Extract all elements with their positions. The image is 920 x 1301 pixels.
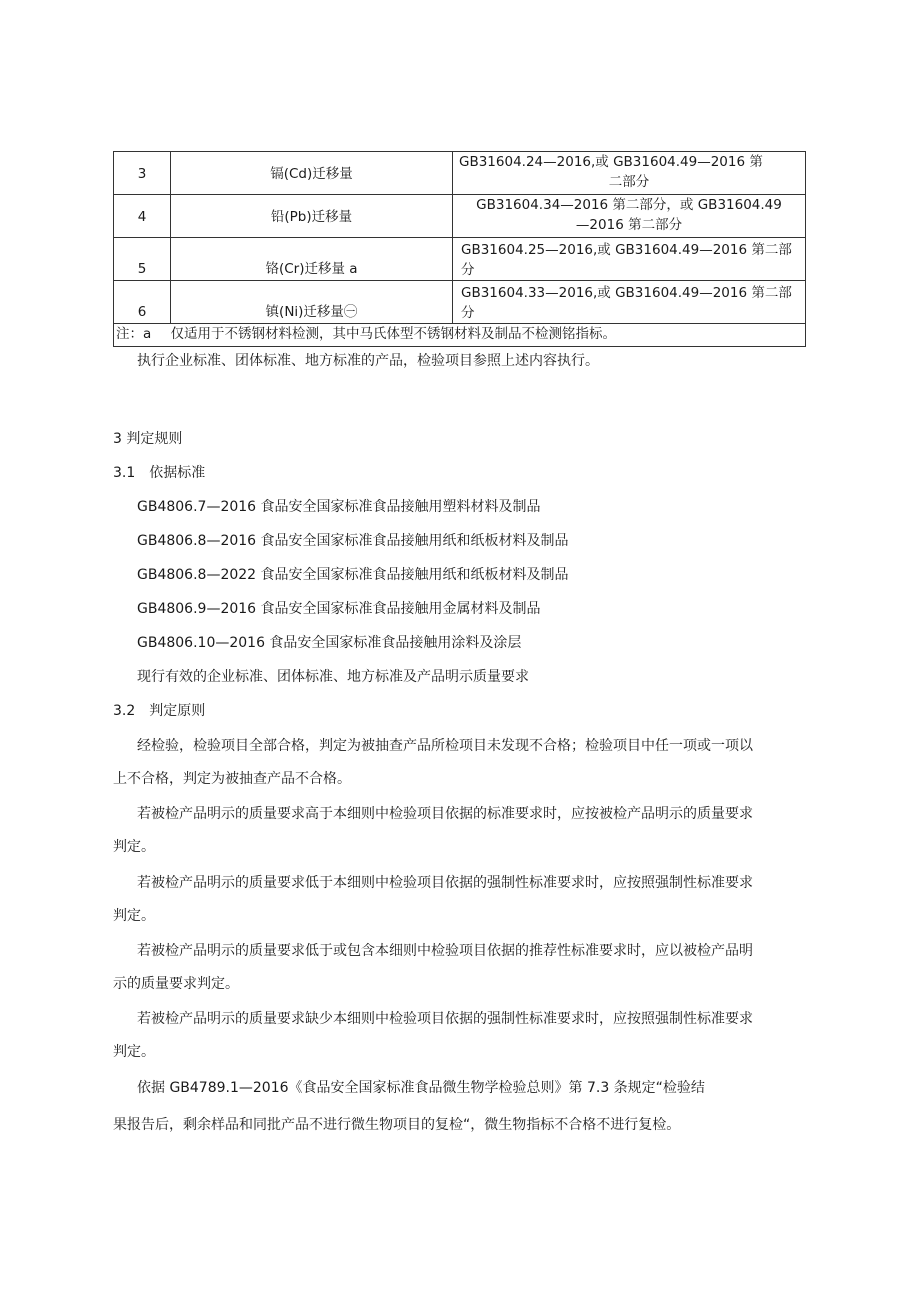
row-number: 3 <box>114 152 171 195</box>
paragraph-line: 若被检产品明示的质量要求低于本细则中检验项目依据的强制性标准要求时，应按照强制性标准要求 <box>137 875 753 891</box>
table-row <box>114 152 806 195</box>
row-number: 5 <box>114 238 171 281</box>
table-note-row <box>114 324 806 347</box>
paragraph-line: 判定。 <box>113 908 155 924</box>
paragraph-line: 依据 GB4789.1—2016《食品安全国家标准食品微生物学检验总则》第 7.3 条规定“检验结 <box>137 1080 705 1096</box>
row-standard: GB31604.33—2016,或 GB31604.49—2016 第二部分 <box>453 281 806 324</box>
section-3-title: 3 判定规则 <box>113 431 183 447</box>
table-row <box>114 238 806 281</box>
paragraph-line: 判定。 <box>113 839 155 855</box>
row-number: 4 <box>114 195 171 238</box>
section-3-1-number: 3.1 <box>113 465 136 481</box>
standard-item: GB4806.8—2022 食品安全国家标准食品接触用纸和纸板材料及制品 <box>137 567 569 583</box>
paragraph-line: 若被检产品明示的质量要求低于或包含本细则中检验项目依据的推荐性标准要求时，应以被检产品明 <box>137 943 753 959</box>
section-3-1-title: 依据标准 <box>149 465 206 481</box>
note-text: 仅适用于不锈钢材料检测，其中马氏体型不锈钢材料及制品不检测铭指标。 <box>171 324 806 347</box>
paragraph-line: 判定。 <box>113 1044 155 1060</box>
row-item: 镉(Cd)迁移量 <box>171 152 453 195</box>
section-3-2-number: 3.2 <box>113 703 136 719</box>
row-item: 铅(Pb)迁移量 <box>171 195 453 238</box>
table-followup-text: 执行企业标准、团体标准、地方标准的产品，检验项目参照上述内容执行。 <box>137 353 599 369</box>
row-standard <box>453 152 806 195</box>
section-3-2-title: 判定原则 <box>149 703 206 719</box>
row-standard <box>453 195 806 238</box>
paragraph-line: 果报告后，剩余样品和同批产品不进行微生物项目的复检“，微生物指标不合格不进行复检。 <box>113 1117 681 1133</box>
row-number: 6 <box>114 281 171 324</box>
standard-item: GB4806.8—2016 食品安全国家标准食品接触用纸和纸板材料及制品 <box>137 533 569 549</box>
standard-line-1: GB31604.24—2016,或 GB31604.49—2016 第 <box>459 154 763 170</box>
section-3-2-heading <box>113 700 205 720</box>
table-row <box>114 195 806 238</box>
standard-line-2: 二部分 <box>608 174 650 190</box>
section-3-1-heading <box>113 462 205 482</box>
paragraph-line: 上不合格，判定为被抽查产品不合格。 <box>113 771 351 787</box>
standard-item: GB4806.7—2016 食品安全国家标准食品接触用塑料材料及制品 <box>137 499 541 515</box>
standard-line-2: —2016 第二部分 <box>575 217 683 233</box>
row-item: 镇(Ni)迁移量㊀ <box>171 281 453 324</box>
standard-item: GB4806.9—2016 食品安全国家标准食品接触用金属材料及制品 <box>137 601 541 617</box>
paragraph-line: 若被检产品明示的质量要求高于本细则中检验项目依据的标准要求时，应按被检产品明示的质量要求 <box>137 806 753 822</box>
paragraph-line: 若被检产品明示的质量要求缺少本细则中检验项目依据的强制性标准要求时，应按照强制性标准要求 <box>137 1011 753 1027</box>
standard-line-1: GB31604.34—2016 第二部分，或 GB31604.49 <box>476 197 782 213</box>
row-item: 铬(Cr)迁移量 a <box>171 238 453 281</box>
migration-table <box>113 151 806 347</box>
table-row <box>114 281 806 324</box>
note-label: 注：a <box>114 324 171 347</box>
paragraph-line: 示的质量要求判定。 <box>113 976 239 992</box>
paragraph-line: 经检验，检验项目全部合格，判定为被抽查产品所检项目未发现不合格；检验项目中任一项或一项以 <box>137 738 753 754</box>
row-standard: GB31604.25—2016,或 GB31604.49—2016 第二部分 <box>453 238 806 281</box>
standard-item: GB4806.10—2016 食品安全国家标准食品接触用涂料及涂层 <box>137 635 522 651</box>
standard-item: 现行有效的企业标准、团体标准、地方标准及产品明示质量要求 <box>137 669 529 685</box>
